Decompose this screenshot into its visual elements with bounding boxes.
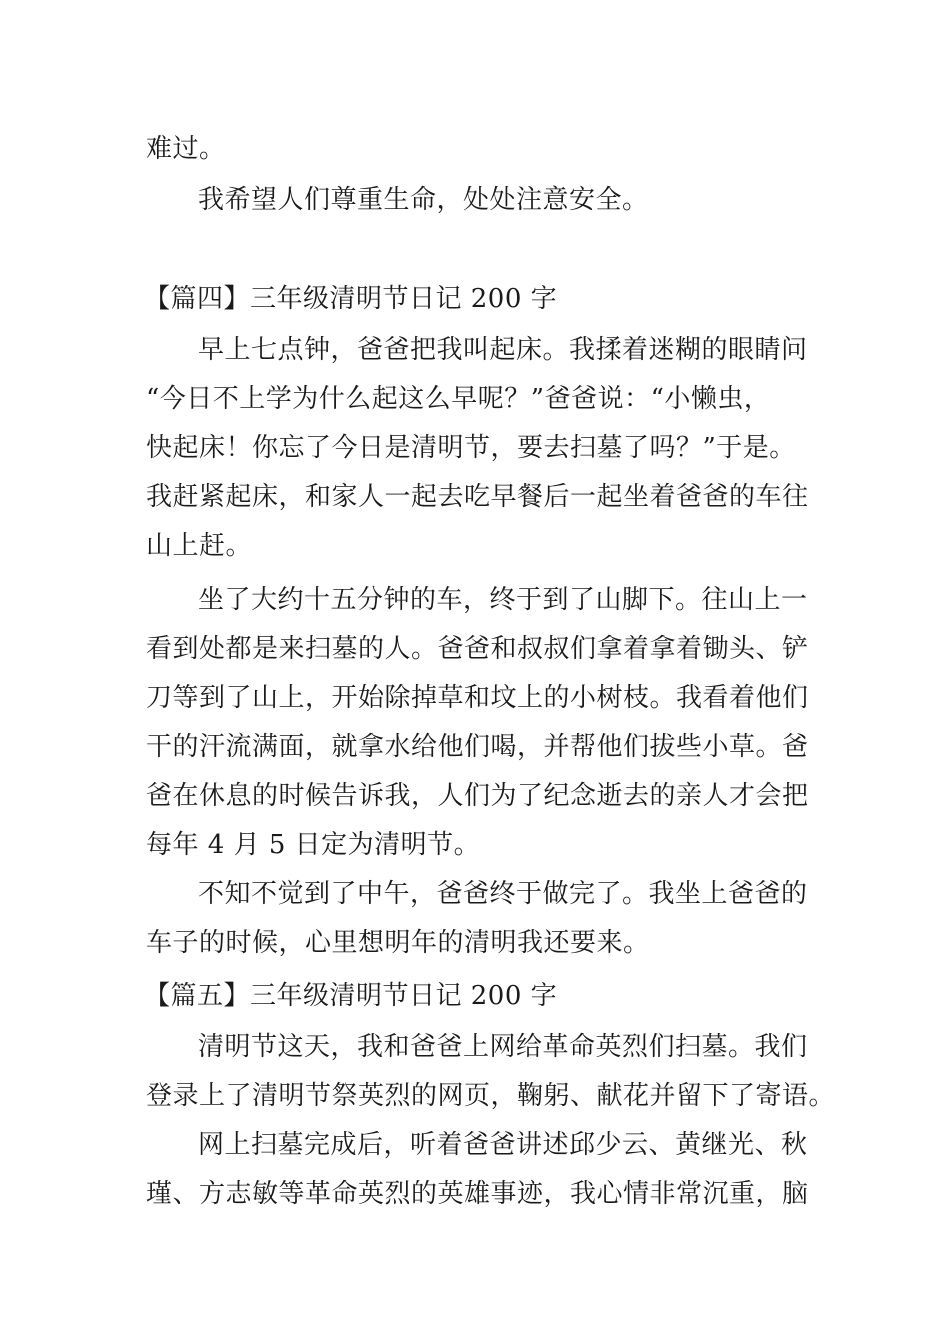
paragraph-text: 早上七点钟，爸爸把我叫起床。我揉着迷糊的眼睛问 (198, 335, 808, 365)
body-text-line: 看到处都是来扫墓的人。爸爸和叔叔们拿着拿着锄头、铲 (146, 634, 809, 664)
body-text-line: 瑾、方志敏等革命英烈的英雄事迹，我心情非常沉重，脑 (146, 1179, 809, 1209)
body-text-line: 快起床！你忘了今日是清明节，要去扫墓了吗？”于是。 (146, 433, 796, 463)
section-heading-5: 【篇五】三年级清明节日记 200 字 (144, 981, 558, 1011)
body-text-line: 爸在休息的时候告诉我，人们为了纪念逝去的亲人才会把 (146, 781, 809, 811)
body-text-line: 我赶紧起床，和家人一起去吃早餐后一起坐着爸爸的车往 (146, 482, 809, 512)
paragraph-text: 我希望人们尊重生命，处处注意安全。 (198, 185, 649, 215)
section-heading-4: 【篇四】三年级清明节日记 200 字 (144, 284, 558, 314)
body-text-line: “今日不上学为什么起这么早呢？”爸爸说：“小懒虫， (146, 384, 771, 414)
body-text-line: 干的汗流满面，就拿水给他们喝，并帮他们拔些小草。爸 (146, 732, 809, 762)
body-text-line: 刀等到了山上，开始除掉草和坟上的小树枝。我看着他们 (146, 683, 809, 713)
paragraph-text: 坐了大约十五分钟的车，终于到了山脚下。往山上一 (198, 585, 808, 615)
paragraph-text: 不知不觉到了中午，爸爸终于做完了。我坐上爸爸的 (198, 879, 808, 909)
body-text-line: 山上赶。 (146, 531, 253, 561)
paragraph-text: 清明节这天，我和爸爸上网给革命英烈们扫墓。我们 (198, 1032, 808, 1062)
paragraph-text: 网上扫墓完成后，听着爸爸讲述邱少云、黄继光、秋 (198, 1130, 808, 1160)
body-text-line: 登录上了清明节祭英烈的网页，鞠躬、献花并留下了寄语。 (146, 1081, 836, 1111)
body-text-line: 车子的时候，心里想明年的清明我还要来。 (146, 928, 650, 958)
body-text-line: 每年 4 月 5 日定为清明节。 (146, 830, 481, 860)
body-text-line: 难过。 (146, 134, 226, 164)
